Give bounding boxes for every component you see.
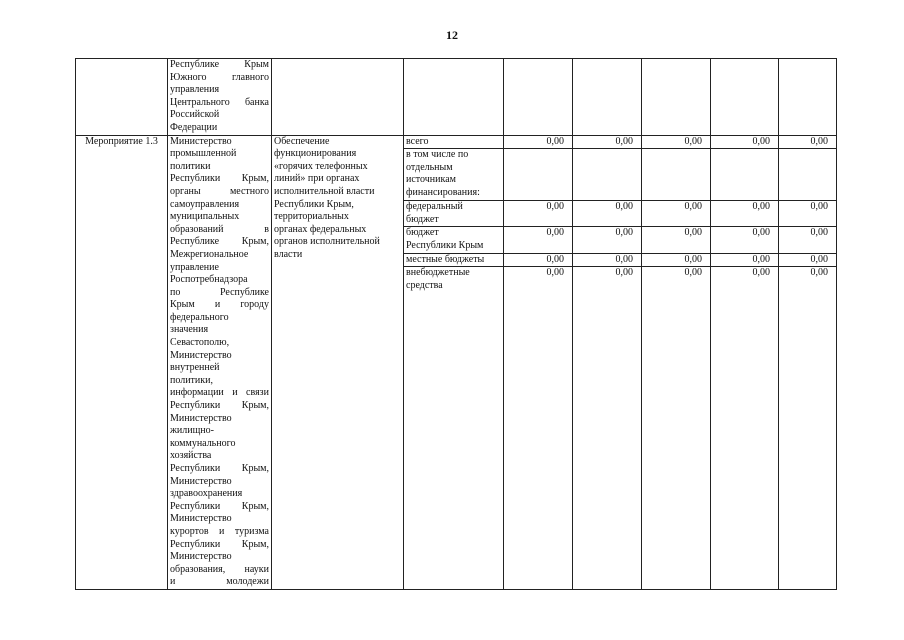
text-line: средства <box>406 279 443 291</box>
text-line: Республики Крым, <box>170 400 269 412</box>
text-line: Южного главного <box>170 71 269 83</box>
page-number: 12 <box>446 28 458 42</box>
text-line: внебюджетные <box>406 267 470 279</box>
source-label <box>404 135 504 149</box>
text-line: и молодежи <box>170 576 269 588</box>
text-line: Министерство <box>170 513 232 525</box>
value-cell: 0,00 <box>504 201 573 227</box>
text-line: Республики Крым, <box>170 173 269 185</box>
text-line: Министерство <box>170 135 232 147</box>
text-line: здравоохранения <box>170 488 243 500</box>
text-line: значения <box>170 324 209 336</box>
value-cell: 0,00 <box>642 201 711 227</box>
text-line: Крым и городу <box>170 299 269 311</box>
value-cell: 0,00 <box>573 135 642 149</box>
text-line: Республики Крым, <box>170 463 269 474</box>
value-cell: 0,00 <box>642 253 711 267</box>
text-line: образований в <box>170 223 269 235</box>
text-line: Министерство <box>170 412 232 424</box>
text-line: исполнительной власти <box>274 185 375 197</box>
value-cell <box>642 149 711 201</box>
text-line: Республики Крым <box>406 239 484 251</box>
text-line: бюджет <box>406 227 439 239</box>
text-line: органов исполнительной <box>274 236 380 248</box>
value-cell <box>711 149 779 201</box>
text-line: территориальных <box>274 211 349 223</box>
value-cell: 0,00 <box>504 253 573 267</box>
text-line: Республике Крым, <box>170 236 269 248</box>
value-cell: 0,00 <box>779 267 837 590</box>
text-line: источникам <box>406 174 456 186</box>
text-line: в том числе по <box>406 149 469 161</box>
text-line: политики <box>170 160 211 172</box>
text-line: бюджет <box>406 213 439 225</box>
text-line: федерального <box>170 311 229 323</box>
value-cell <box>779 149 837 201</box>
text-line: хозяйства <box>170 450 212 462</box>
text-line: политики, <box>170 374 213 386</box>
continuation-row <box>76 59 837 136</box>
text-line: функционирования <box>274 148 357 160</box>
value-cell: 0,00 <box>711 253 779 267</box>
text-line: Обеспечение <box>274 135 330 147</box>
text-line: органы местного <box>170 185 269 197</box>
source-label <box>404 253 504 267</box>
value-cell: 0,00 <box>573 253 642 267</box>
text-line: жилищно- <box>170 425 214 437</box>
text-line: Роспотребнадзора <box>170 274 248 286</box>
text-line: «горячих телефонных <box>274 160 368 172</box>
text-line: Республики Крым, <box>170 500 269 512</box>
text-line: коммунального <box>170 437 236 449</box>
text-line: Федерации <box>170 121 218 133</box>
text-line: линий» при органах <box>274 173 360 185</box>
text-line: промышленной <box>170 148 237 160</box>
source-label <box>404 201 504 227</box>
value-cell <box>573 149 642 201</box>
value-cell: 0,00 <box>573 267 642 590</box>
text-line: информации и связи <box>170 387 269 399</box>
value-cell: 0,00 <box>711 227 779 253</box>
text-line: Республики Крым, <box>170 538 269 550</box>
measure-id: Мероприятие 1.3 <box>76 135 168 589</box>
text-line: образования, науки <box>170 563 269 575</box>
source-label <box>404 149 504 201</box>
source-row-total <box>76 135 837 149</box>
text-line: органах федеральных <box>274 223 367 235</box>
text-line: Министерство <box>170 551 232 563</box>
text-line: власти <box>274 248 303 260</box>
continuation-executor-cell <box>168 59 272 136</box>
source-label <box>404 267 504 590</box>
text-line: Центрального банка <box>170 96 269 108</box>
value-cell: 0,00 <box>642 267 711 590</box>
value-cell: 0,00 <box>504 267 573 590</box>
text-line: Республики Крым, <box>274 198 354 210</box>
text-line: муниципальных <box>170 211 240 223</box>
text-line: местные бюджеты <box>406 253 485 265</box>
value-cell <box>504 149 573 201</box>
continuation-measure-cell <box>76 59 168 136</box>
text-line: всего <box>406 135 429 147</box>
value-cell: 0,00 <box>504 227 573 253</box>
text-line: отдельным <box>406 161 453 173</box>
value-cell: 0,00 <box>573 201 642 227</box>
text-line: по Республике <box>170 286 269 298</box>
text-line: Российской <box>170 109 220 121</box>
text-line: финансирования: <box>406 186 480 198</box>
value-cell: 0,00 <box>504 135 573 149</box>
value-cell: 0,00 <box>779 227 837 253</box>
measure-executors-cell <box>168 135 272 589</box>
value-cell: 0,00 <box>573 227 642 253</box>
source-label <box>404 227 504 253</box>
text-line: самоуправления <box>170 198 240 210</box>
text-line: федеральный <box>406 201 463 213</box>
value-cell: 0,00 <box>779 253 837 267</box>
value-cell: 0,00 <box>711 267 779 590</box>
text-line: курортов и туризма <box>170 525 269 537</box>
value-cell: 0,00 <box>711 201 779 227</box>
value-cell: 0,00 <box>642 227 711 253</box>
text-line: Севастополю, <box>170 337 230 349</box>
measure-result-cell <box>272 135 404 589</box>
text-line: внутренней <box>170 362 220 374</box>
text-line: управление <box>170 261 219 273</box>
program-table <box>75 58 837 590</box>
value-cell: 0,00 <box>779 201 837 227</box>
text-line: Министерство <box>170 475 232 487</box>
text-line: Республике Крым <box>170 59 269 70</box>
text-line: Министерство <box>170 349 232 361</box>
value-cell: 0,00 <box>711 135 779 149</box>
text-line: Межрегиональное <box>170 248 249 260</box>
text-line: управления <box>170 84 220 96</box>
value-cell: 0,00 <box>642 135 711 149</box>
value-cell: 0,00 <box>779 135 837 149</box>
